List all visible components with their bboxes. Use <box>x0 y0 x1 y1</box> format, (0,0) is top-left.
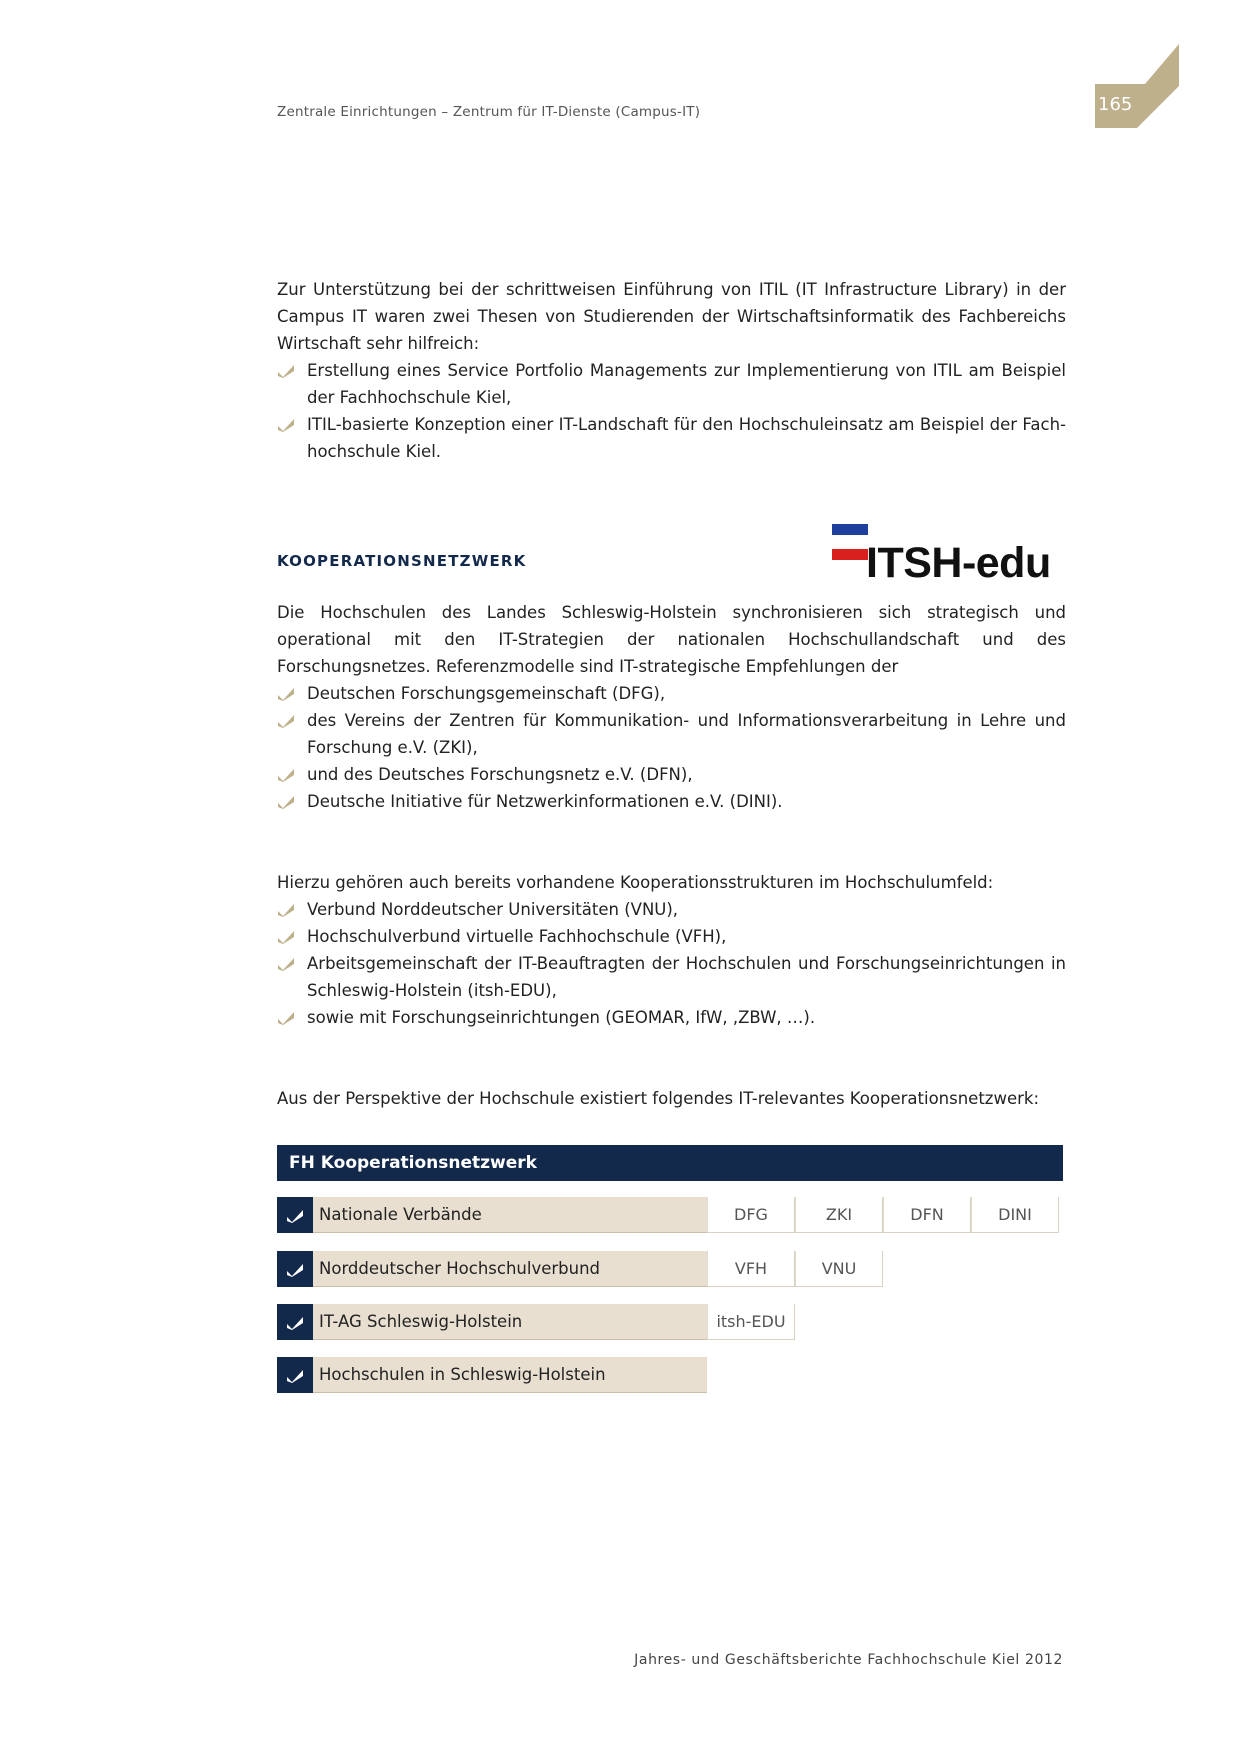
check-bullet-icon <box>277 417 295 433</box>
list-item <box>277 707 1066 761</box>
check-bullet-icon <box>277 956 295 972</box>
intro-block <box>277 276 1066 465</box>
list-item-text: Hochschulverbund virtuelle Fachhochschule (VFH), <box>307 927 727 946</box>
itsh-edu-logo <box>832 522 1064 588</box>
row-label: Norddeutscher Hochschulverbund <box>313 1251 707 1287</box>
row-icon-box <box>277 1304 313 1340</box>
check-icon <box>286 1208 304 1224</box>
list-item-text: sowie mit Forschungseinrichtungen (GEOMAR, IfW, ,ZBW, …). <box>307 1008 816 1027</box>
logo-wordmark: ITSH-edu <box>866 539 1051 587</box>
row-icon-box <box>277 1251 313 1287</box>
list-item-text: ITIL-basierte Konzeption einer IT-Landschaft für den Hochschuleinsatz am Beispiel der Fach-hochschule Kiel. <box>307 415 1066 461</box>
row-label: IT-AG Schleswig-Holstein <box>313 1304 707 1340</box>
network-title: FH Kooperationsnetzwerk <box>277 1145 1063 1181</box>
running-header: Zentrale Einrichtungen – Zentrum für IT-Dienste (Campus-IT) <box>277 104 701 120</box>
row-label: Nationale Verbände <box>313 1197 707 1233</box>
structures-paragraph: Hierzu gehören auch bereits vorhandene Kooperationsstrukturen im Hochschulumfeld: <box>277 873 994 892</box>
perspective-block <box>277 1085 1066 1112</box>
list-item <box>277 411 1066 465</box>
row-cell: DINI <box>971 1197 1059 1233</box>
list-item-text: Arbeitsgemeinschaft der IT-Beauftragten der Hochschulen und Forschungseinrichtungen in Schleswig-Holstein (itsh-EDU), <box>307 954 1066 1000</box>
check-bullet-icon <box>277 767 295 783</box>
list-item <box>277 680 1066 707</box>
check-icon <box>286 1315 304 1331</box>
footer: Jahres- und Geschäftsberichte Fachhochschule Kiel 2012 <box>634 1652 1063 1668</box>
row-icon-box <box>277 1197 313 1233</box>
check-bullet-icon <box>277 686 295 702</box>
section-title: KOOPERATIONSNETZWERK <box>277 552 527 570</box>
list-item <box>277 896 1066 923</box>
page-number: 165 <box>1098 94 1133 115</box>
row-cell: ZKI <box>795 1197 883 1233</box>
check-bullet-icon <box>277 794 295 810</box>
page-number-badge <box>1095 44 1179 128</box>
check-icon <box>286 1368 304 1384</box>
row-label: Hochschulen in Schleswig-Holstein <box>313 1357 707 1393</box>
list-item <box>277 923 1066 950</box>
list-item <box>277 950 1066 1004</box>
list-item-text: Erstellung eines Service Portfolio Managements zur Implementierung von ITIL am Beispiel der Fachhochschule Kiel, <box>307 361 1066 407</box>
list-item <box>277 357 1066 411</box>
row-cell: DFN <box>883 1197 971 1233</box>
check-bullet-icon <box>277 902 295 918</box>
cooperation-block <box>277 599 1066 815</box>
list-item <box>277 1004 1066 1031</box>
list-item-text: Verbund Norddeutscher Universitäten (VNU), <box>307 900 679 919</box>
list-item <box>277 761 1066 788</box>
list-item-text: des Vereins der Zentren für Kommunikation- und Informationsverarbeitung in Lehre und Forschung e.V. (ZKI), <box>307 711 1066 757</box>
row-cell: VNU <box>795 1251 883 1287</box>
check-bullet-icon <box>277 1010 295 1026</box>
check-bullet-icon <box>277 929 295 945</box>
row-cell: DFG <box>707 1197 795 1233</box>
row-cell: VFH <box>707 1251 795 1287</box>
check-bullet-icon <box>277 363 295 379</box>
cooperation-list <box>277 680 1066 815</box>
cooperation-paragraph: Die Hochschulen des Landes Schleswig-Holstein synchronisieren sich strategisch und operational mit den IT-Strategien der nationalen Hochschullandschaft und des Forschungsnetzes. Referenzmodelle sind IT-strategische Empfehlungen der <box>277 603 1066 676</box>
list-item <box>277 788 1066 815</box>
list-item-text: Deutsche Initiative für Netzwerkinformationen e.V. (DINI). <box>307 792 783 811</box>
list-item-text: Deutschen Forschungsgemeinschaft (DFG), <box>307 684 666 703</box>
intro-paragraph: Zur Unterstützung bei der schrittweisen Einführung von ITIL (IT Infrastructure Library) in der Campus IT waren zwei Thesen von Studierenden der Wirtschaftsinformatik des Fachbereichs Wirtschaft sehr hilfreich: <box>277 280 1066 353</box>
row-cell: itsh-EDU <box>707 1304 795 1340</box>
structures-list <box>277 896 1066 1031</box>
intro-list <box>277 357 1066 465</box>
check-bullet-icon <box>277 713 295 729</box>
structures-block <box>277 869 1066 1031</box>
perspective-paragraph: Aus der Perspektive der Hochschule existiert folgendes IT-relevantes Kooperationsnetzwerk: <box>277 1089 1040 1108</box>
row-icon-box <box>277 1357 313 1393</box>
flag-icon <box>832 524 868 560</box>
list-item-text: und des Deutsches Forschungsnetz e.V. (DFN), <box>307 765 693 784</box>
check-icon <box>286 1262 304 1278</box>
